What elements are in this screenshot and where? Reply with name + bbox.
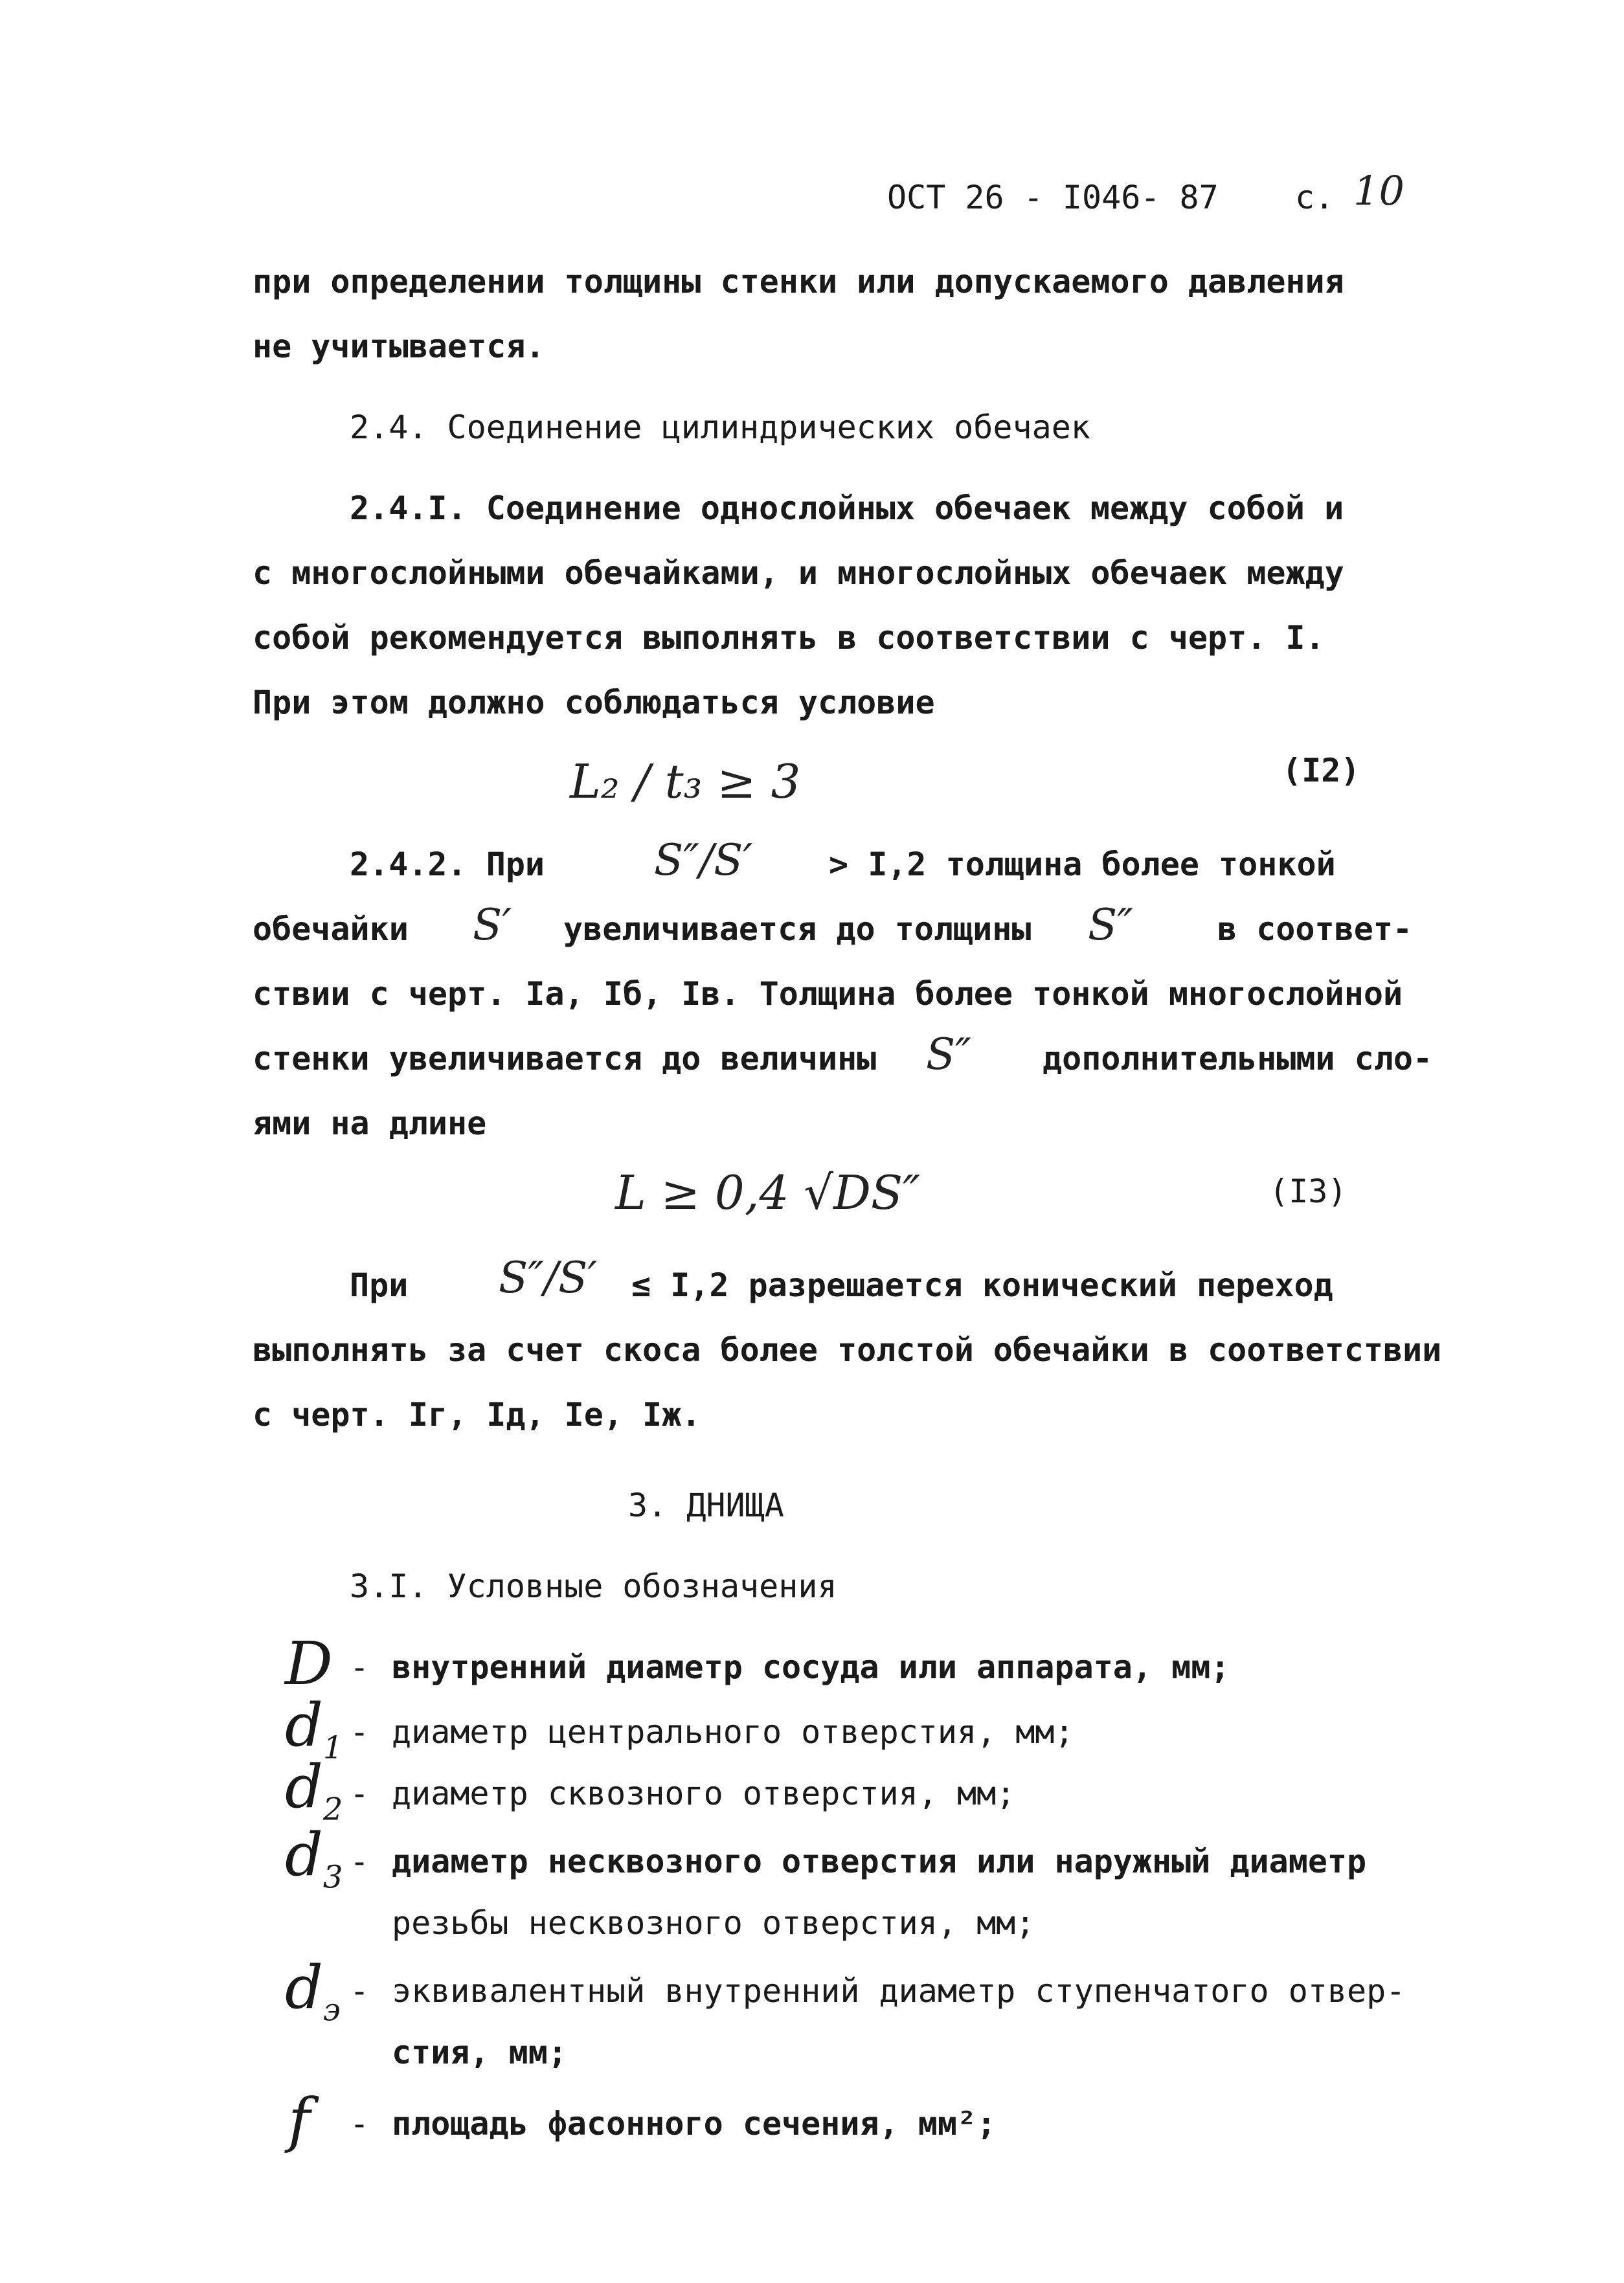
doc-code: ОСТ 26 - I046- 87 [887,179,1219,216]
symbol-s-double: S″ [1088,900,1133,950]
symbol-s-prime: S′ [473,900,512,950]
def-dash: - [350,1713,370,1751]
formula-13: L ≥ 0,4 √DS″ [615,1165,921,1220]
s242-prefix: 2.4.2. При [350,846,545,883]
def-dash: - [350,2105,370,2142]
formula-13-number: (I3) [1269,1173,1348,1210]
def-symbol-d3: $d_3$ [285,1820,343,1896]
intro-line-1: при определении толщины стенки или допускаемого давления [253,263,1344,300]
formula-12-number: (I2) [1282,752,1360,789]
def-symbol-d2: $d_2$ [285,1752,343,1828]
def-dash: - [350,1972,370,2010]
s241-line-2: с многослойными обечайками, и многослойных обечаек между [253,554,1344,592]
def-text-d1: диаметр центрального отверстия, мм; [392,1713,1074,1751]
formula-12: L₂ / t₃ ≥ 3 [570,754,801,809]
section-2-4-heading: 2.4. Соединение цилиндрических обечаек [350,409,1090,446]
def-text-d-equiv-line1: эквивалентный внутренний диаметр ступенчатого отвер- [392,1972,1406,2010]
cone-prefix: При [350,1266,409,1304]
page-number: 10 [1353,167,1404,214]
s241-line-3: собой рекомендуется выполнять в соответствии с черт. I. [253,619,1325,657]
def-dash: - [350,1648,370,1686]
ratio-s242: S″/S′ [654,835,753,885]
def-symbol-d1: $d_1$ [285,1691,343,1766]
s242-line-4b: дополнительными сло- [1043,1040,1433,1077]
def-symbol-f: f [288,2086,311,2155]
cone-line-2: выполнять за счет скоса более толстой обечайки в соответствии [253,1331,1442,1369]
s242-line-4a: стенки увеличивается до величины [253,1040,877,1077]
def-text-d: внутренний диаметр сосуда или аппарата, мм; [392,1648,1230,1686]
s242-line-5: ями на длине [253,1105,487,1142]
s242-line-2a: обечайки [253,910,409,948]
s242-ratio-tail: > I,2 толщина более тонкой [829,846,1336,883]
def-symbol-d-equiv: $d_э$ [285,1953,341,2029]
s242-line-3: ствии с черт. Iа, Iб, Iв. Толщина более тонкой многослойной [253,975,1403,1013]
s241-line-1: 2.4.I. Соединение однослойных обечаек между собой и [350,489,1344,527]
s242-line-2b: увеличивается до толщины [563,910,1032,948]
def-dash: - [350,1775,370,1812]
symbol-s-double-2: S″ [926,1029,971,1079]
def-text-f: площадь фасонного сечения, мм²; [392,2105,997,2142]
def-text-d-equiv-line2: стия, мм; [392,2034,567,2071]
ratio-cone: S″/S′ [499,1253,598,1303]
def-dash: - [350,1843,370,1880]
section-3-1-heading: 3.I. Условные обозначения [350,1568,837,1605]
def-text-d3-line1: диаметр несквозного отверстия или наружный диаметр [392,1843,1367,1880]
def-text-d3-line2: резьбы несквозного отверстия, мм; [392,1904,1035,1942]
s241-line-4: При этом должно соблюдаться условие [253,684,935,721]
section-3-heading: 3. ДНИЩА [628,1487,784,1524]
def-text-d2: диаметр сквозного отверстия, мм; [392,1775,1016,1812]
cone-tail: ≤ I,2 разрешается конический переход [631,1266,1333,1304]
intro-line-2: не учитывается. [253,328,545,365]
def-symbol-d-upper: D [285,1629,333,1698]
s242-line-2c: в соответ- [1217,910,1413,948]
page-prefix: с. [1295,179,1335,216]
cone-line-3: с черт. Iг, Iд, Iе, Iж. [253,1396,701,1434]
